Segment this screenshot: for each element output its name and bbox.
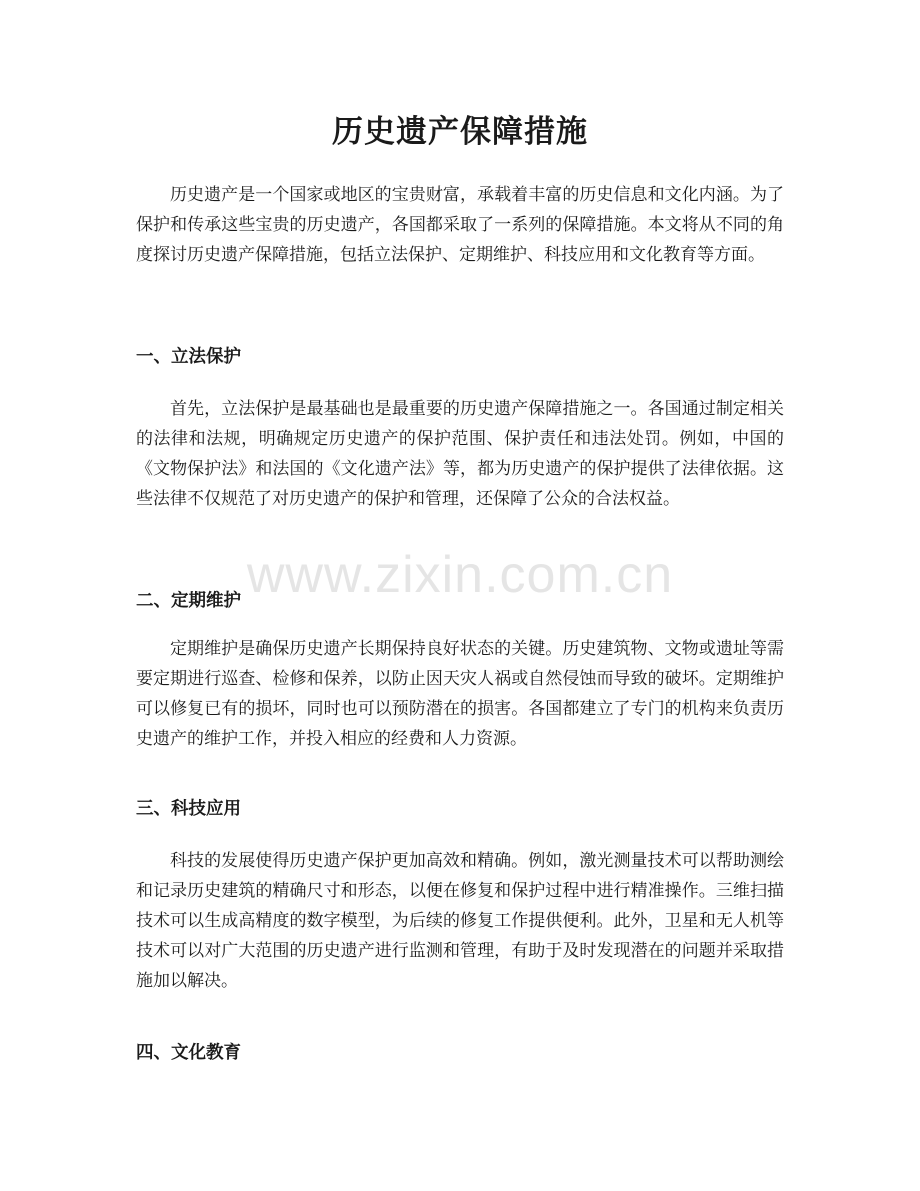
section-body-maintenance: 定期维护是确保历史遗产长期保持良好状态的关键。历史建筑物、文物或遗址等需要定期进行巡查、检修和保养，以防止因天灾人祸或自然侵蚀而导致的破坏。定期维护可以修复已有的损坏，同时也可以预防潜在的损害。各国都建立了专门的机构来负责历史遗产的维护工作，并投入相应的经费和人力资源。 [136,639,784,749]
section-heading-legislation: 一、立法保护 [136,347,241,367]
section-body-legislation: 首先，立法保护是最基础也是最重要的历史遗产保障措施之一。各国通过制定相关的法律和法规，明确规定历史遗产的保护范围、保护责任和违法处罚。例如，中国的《文物保护法》和法国的《文化遗产法》等，都为历史遗产的保护提供了法律依据。这些法律不仅规范了对历史遗产的保护和管理，还保障了公众的合法权益。 [136,399,784,509]
section-heading-maintenance: 二、定期维护 [136,591,241,611]
watermark: www.zixin.com.cn [246,546,674,604]
section-body-technology: 科技的发展使得历史遗产保护更加高效和精确。例如，激光测量技术可以帮助测绘和记录历史建筑的精确尺寸和形态，以便在修复和保护过程中进行精准操作。三维扫描技术可以生成高精度的数字模型，为后续的修复工作提供便利。此外，卫星和无人机等技术可以对广大范围的历史遗产进行监测和管理，有助于及时发现潜在的问题并采取措施加以解决。 [136,851,784,991]
section-heading-technology: 三、科技应用 [136,799,241,819]
section-heading-education: 四、文化教育 [136,1043,241,1063]
page-title: 历史遗产保障措施 [332,114,588,150]
intro-paragraph: 历史遗产是一个国家或地区的宝贵财富，承载着丰富的历史信息和文化内涵。为了保护和传承这些宝贵的历史遗产，各国都采取了一系列的保障措施。本文将从不同的角度探讨历史遗产保障措施，包括立法保护、定期维护、科技应用和文化教育等方面。 [136,185,784,265]
